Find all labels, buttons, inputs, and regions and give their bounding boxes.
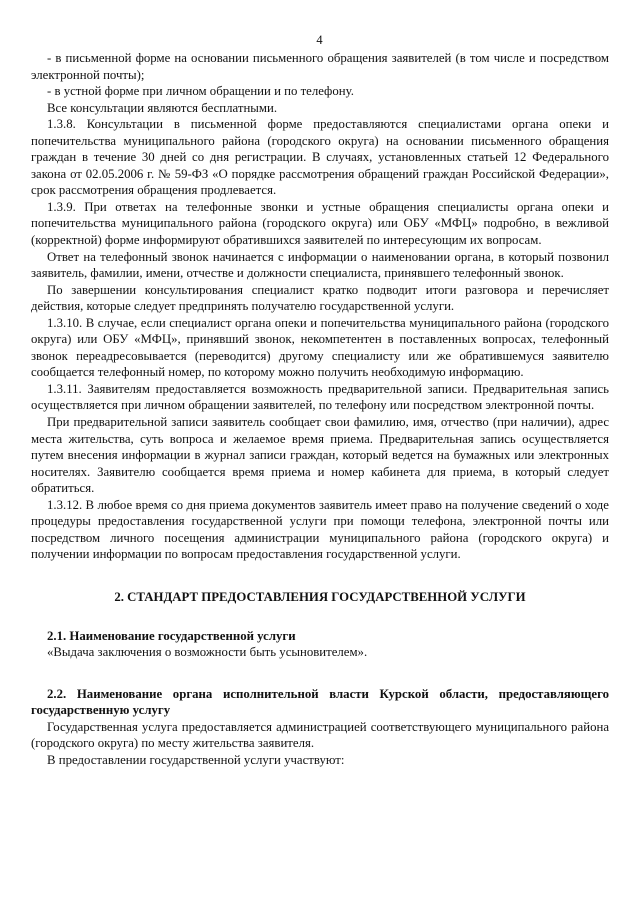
paragraph-1-3-12: 1.3.12. В любое время со дня приема документов заявитель имеет право на получение сведений о ходе процедуры предоставления государственной услуги при помощи телефона, электронной почты или посредством личного посещения администрации муниципального района (городского округа) и получении информации по вопросам предоставления государственной услуги. bbox=[31, 497, 609, 562]
subsection-2-2 bbox=[31, 686, 609, 769]
subsection-2-2-text-participants: В предоставлении государственной услуги участвуют: bbox=[47, 752, 345, 767]
paragraph-1-3-11: 1.3.11. Заявителям предоставляется возможность предварительной записи. Предварительная запись осуществляется при личном обращении заявителей, по телефону или посредством электронной почты. bbox=[31, 381, 609, 413]
paragraph-preregistration: При предварительной записи заявитель сообщает свои фамилию, имя, отчество (при наличии), адрес места жительства, суть вопроса и желаемое время приема. Предварительная запись осуществляется путем внесения информации в журнал записи граждан, который ведется на бумажных или электронных носителях. Заявителю сообщается время приема и номер кабинета для приема, в который следует обратиться. bbox=[31, 415, 609, 496]
paragraph-phone-answer: Ответ на телефонный звонок начинается с информации о наименовании органа, в который позвонил заявитель, фамилии, имени, отчестве и должности специалиста, принявшего телефонный звонок. bbox=[31, 249, 609, 281]
intro-line-written: - в письменной форме на основании письменного обращения заявителей (в том числе и посредством электронной почты); bbox=[31, 51, 609, 82]
subsection-2-1 bbox=[31, 628, 609, 661]
subsection-2-1-text: «Выдача заключения о возможности быть усыновителем». bbox=[47, 645, 368, 660]
page-number: 4 bbox=[316, 33, 323, 47]
intro-line-free: Все консультации являются бесплатными. bbox=[47, 100, 278, 115]
subsection-2-1-title: 2.1. Наименование государственной услуги bbox=[47, 628, 296, 643]
intro-line-oral: - в устной форме при личном обращении и по телефону. bbox=[47, 84, 354, 99]
document-body bbox=[31, 50, 609, 768]
subsection-2-2-title: 2.2. Наименование органа исполнительной власти Курской области, предоставляющего государственную услугу bbox=[31, 686, 609, 718]
section-2-title: 2. СТАНДАРТ ПРЕДОСТАВЛЕНИЯ ГОСУДАРСТВЕННОЙ УСЛУГИ bbox=[114, 589, 526, 604]
paragraph-1-3-8: 1.3.8. Консультации в письменной форме предоставляются специалистами органа опеки и попечительства муниципального района (городского округа) на основании письменного обращения граждан в течение 30 дней со дня регистрации. В случаях, установленных статьей 12 Федерального закона от 02.05.2006 г. № 59-ФЗ «О порядке рассмотрения обращений граждан Российской Федерации», срок рассмотрения обращения продлевается. bbox=[31, 117, 609, 198]
paragraph-consult-end: По завершении консультирования специалист кратко подводит итоги разговора и перечисляет действия, которые следует предпринять получателю государственной услуги. bbox=[31, 282, 609, 314]
paragraph-1-3-9: 1.3.9. При ответах на телефонные звонки и устные обращения специалисты органа опеки и попечительства муниципального района (городского округа) или ОБУ «МФЦ» подробно, в вежливой (корректной) форме информируют обратившихся заявителей по интересующим их вопросам. bbox=[31, 199, 609, 248]
subsection-2-2-text: Государственная услуга предоставляется администрацией соответствующего муниципального района (городского округа) по месту жительства заявителя. bbox=[31, 719, 609, 751]
paragraph-1-3-10: 1.3.10. В случае, если специалист органа опеки и попечительства муниципального района (городского округа) или ОБУ «МФЦ», принявший звонок, некомпетентен в поставленных вопросах, телефонный звонок переадресовывается (переводится) другому специалисту или же обратившемуся заявителю сообщается телефонный номер, по которому можно получить необходимую информацию. bbox=[31, 315, 609, 380]
